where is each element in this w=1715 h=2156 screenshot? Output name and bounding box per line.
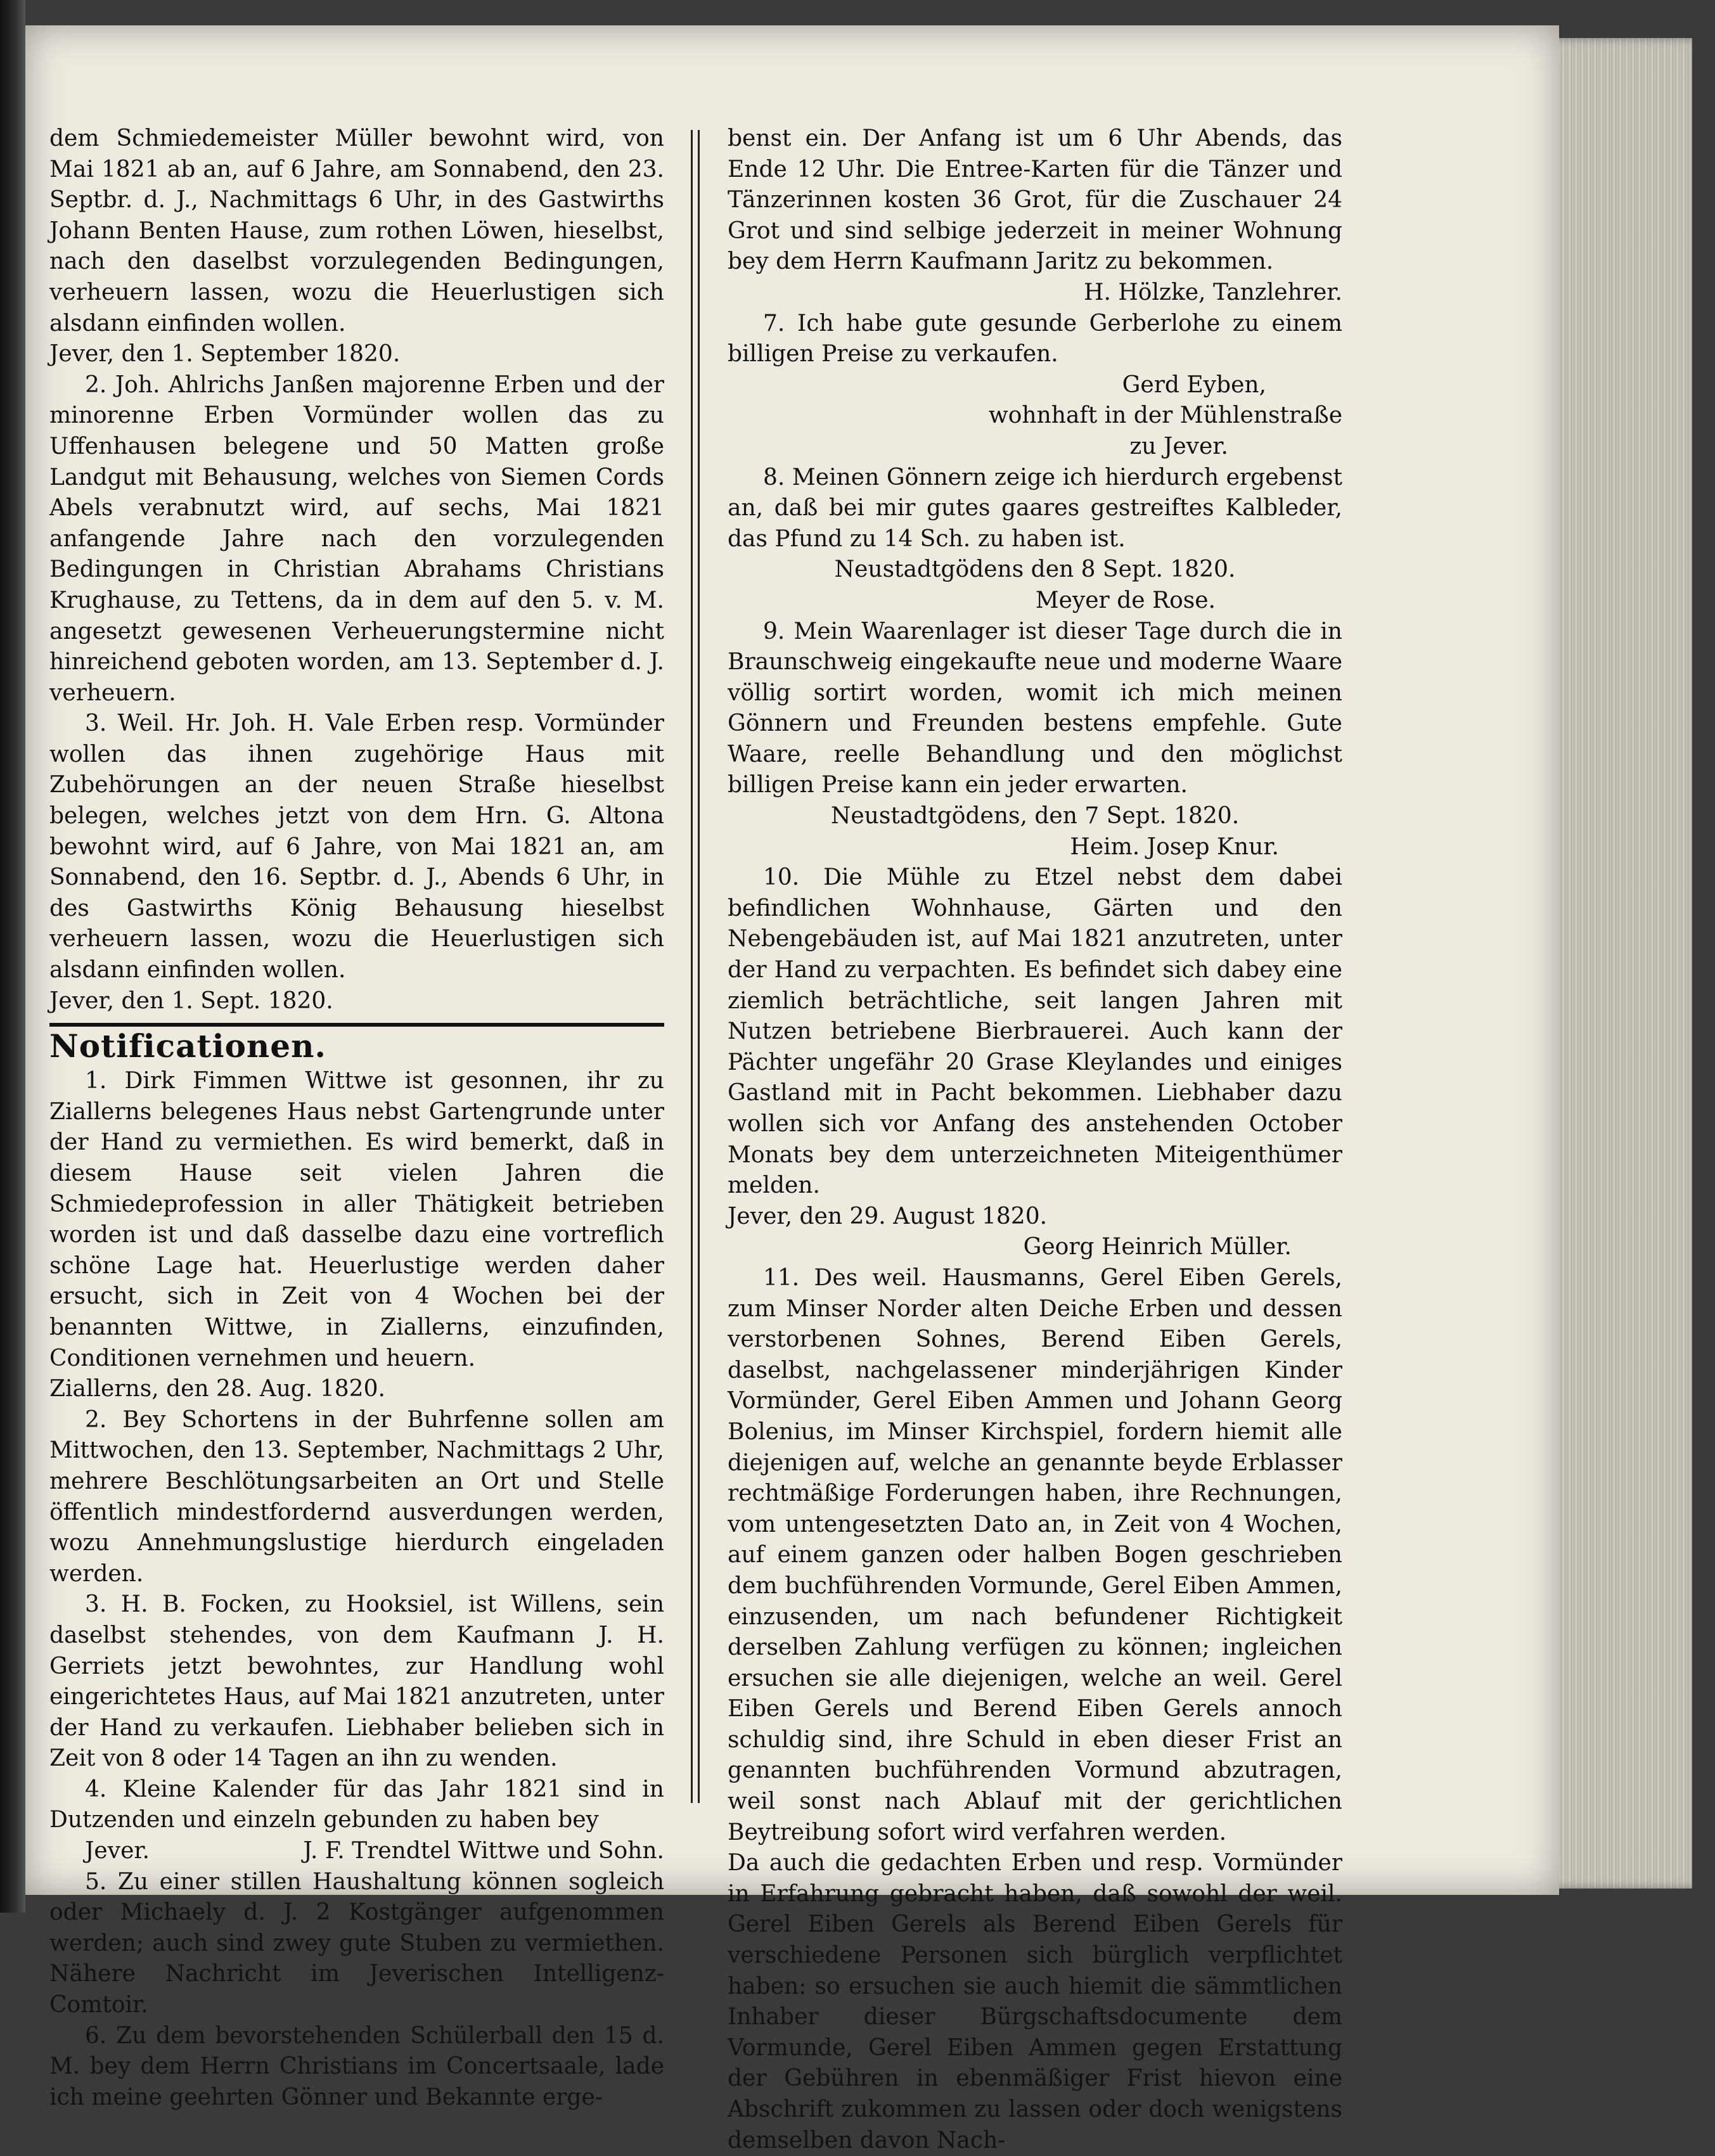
notice-7-signature-name: Gerd Eyben,: [1122, 371, 1266, 398]
item1-continuation: dem Schmiedemeister Müller bewohnt wird, von Mai 1821 ab an, auf 6 Jahre, am Sonnabend, den 23. Septbr. d. J., Nachmittags 6 Uhr, in des Gastwirths Johann Benten Hause, zum rothen Löwen, hieselbst, nach den daselbst vorzulegenden Bedingungen, verheuern lassen, wozu die Heuerlustigen sich alsdann einfinden wollen.: [49, 125, 664, 337]
notice-1-date: Ziallerns, den 28. Aug. 1820.: [49, 1376, 385, 1402]
notice-10-text: 10. Die Mühle zu Etzel nebst dem dabei befindlichen Wohnhause, Gärten und den Nebengebäuden ist, auf Mai 1821 anzutreten, unter der Hand zu verpachten. Es befindet sich dabey eine ziemlich beträchtliche, seit langen Jahren mit Nutzen betriebene Bierbrauerei. Auch kann der Pächter ungefähr 20 Grase Kleylandes und einiges Gastland mit in Pacht bekommen. Liebhaber dazu wollen sich vor Anfang des anstehenden October Monats bey dem unterzeichneten Miteigenthümer melden.: [728, 864, 1342, 1199]
notice-3-text: 3. H. B. Focken, zu Hooksiel, ist Willens, sein daselbst stehendes, von dem Kaufmann J. H. Gerriets jetzt bewohntes, zur Handlung wohl eingerichtetes Haus, auf Mai 1821 anzutreten, unter der Hand zu verkaufen. Liebhaber belieben sich in Zeit von 8 oder 14 Tagen an ihn zu wenden.: [49, 1591, 664, 1772]
left-column: [49, 124, 664, 2113]
item2-text: 2. Joh. Ahlrichs Janßen majorenne Erben und der minorenne Erben Vormünder wollen das zu Uffenhausen belegene und 50 Matten große Landgut mit Behausung, welches von Siemen Cords Abels verabnutzt wird, auf sechs, Mai 1821 anfangende Jahre nach den vorzulegenden Bedingungen in Christian Abrahams Christians Krughause, zu Tettens, da in dem auf den 5. v. M. angesetzt gewesenen Verheuerungstermine nicht hinreichend geboten worden, am 13. September d. J. verheuern.: [49, 371, 664, 706]
notice-9-date: Neustadtgödens, den 7 Sept. 1820.: [830, 803, 1240, 830]
notice-4-signature-row: [49, 1836, 664, 1867]
notice-5-text: 5. Zu einer stillen Haushaltung können sogleich oder Michaely d. J. 2 Kostgänger aufgenommen werden; auch sind zwey gute Stuben zu vermiethen. Nähere Nachricht im Jeverischen Intelligenz-Comtoir.: [49, 1868, 664, 2018]
notice-10-date: Jever, den 29. August 1820.: [728, 1203, 1048, 1229]
notice-1-text: 1. Dirk Fimmen Wittwe ist gesonnen, ihr zu Ziallerns belegenes Haus nebst Gartengrunde unter der Hand zu vermiethen. Es wird bemerkt, daß in diesem Hause seit vielen Jahren die Schmiedeprofession in aller Thätigkeit betrieben worden ist und daß dasselbe dazu eine vortreflich schöne Lage hat. Heuerlustige werden daher ersucht, sich in Zeit von 4 Wochen bei der benannten Wittwe, in Ziallerns, einzufinden, Conditionen vernehmen und heuern.: [49, 1068, 664, 1371]
item3-place-date: Jever, den 1. Sept. 1820.: [49, 987, 333, 1014]
notice-7-text: 7. Ich habe gute gesunde Gerberlohe zu einem billigen Preise zu verkaufen.: [728, 310, 1342, 368]
notice-7-signature-address: wohnhaft in der Mühlenstraße: [988, 402, 1342, 429]
notice-2-text: 2. Bey Schortens in der Buhrfenne sollen am Mittwochen, den 13. September, Nachmittags 2 Uhr, mehrere Beschlötungsarbeiten an Ort und Stelle öffentlich mindestfordernd ausverdungen werden, wozu Annehmungslustige hierdurch eingeladen werden.: [49, 1406, 664, 1587]
item1-place-date: Jever, den 1. September 1820.: [49, 341, 401, 368]
notice-6-signature: H. Hölzke, Tanzlehrer.: [1084, 279, 1342, 305]
notice-8-text: 8. Meinen Gönnern zeige ich hierdurch ergebenst an, daß bei mir gutes gaares gestreiftes Kalbleder, das Pfund zu 14 Sch. zu haben ist.: [728, 464, 1342, 552]
notice-4-place: Jever.: [85, 1838, 150, 1864]
notice-8-date: Neustadtgödens den 8 Sept. 1820.: [834, 556, 1236, 583]
notice-4-text: 4. Kleine Kalender für das Jahr 1821 sind in Dutzenden und einzeln gebunden zu haben bey: [49, 1776, 664, 1833]
notice-6-continuation: benst ein. Der Anfang ist um 6 Uhr Abends, das Ende 12 Uhr. Die Entree-Karten für die Tänzer und Tänzerinnen kosten 36 Grot, für die Zuschauer 24 Grot und sind selbige jederzeit in meiner Wohnung bey dem Herrn Kaufmann Jaritz zu bekommen.: [728, 125, 1342, 275]
notice-11-text: 11. Des weil. Hausmanns, Gerel Eiben Gerels, zum Minser Norder alten Deiche Erben und dessen verstorbenen Sohnes, Berend Eiben Gerels, daselbst, nachgelassener minderjährigen Kinder Vormünder, Gerel Eiben Ammen und Johann Georg Bolenius, im Minser Kirchspiel, fordern hiemit alle diejenigen auf, welche an genannte beyde Erblasser rechtmäßige Forderungen haben, ihre Rechnungen, vom untengesetzten Dato an, in Zeit von 4 Wochen, auf einem ganzen oder halben Bogen geschrieben dem buchführenden Vormunde, Gerel Eiben Ammen, einzusenden, um nach befundener Richtigkeit derselben Zahlung verfügen zu können; ingleichen ersuchen sie alle diejenigen, welche an weil. Gerel Eiben Gerels und Berend Eiben Gerels annoch schuldig sind, ihre Schuld in eben dieser Frist an genannten buchführenden Vormund abzutragen, weil sonst nach Ablauf mit der gerichtlichen Beytreibung sofort wird verfahren werden.: [728, 1264, 1342, 1845]
notice-9-text: 9. Mein Waarenlager ist dieser Tage durch die in Braunschweig eingekaufte neue und moderne Waare völlig sortirt worden, womit ich mich meinen Gönnern und Freunden bestens empfehle. Gute Waare, reelle Behandlung und den möglichst billigen Preise kann ein jeder erwarten.: [728, 618, 1342, 799]
book-spine-shadow: [0, 0, 25, 1913]
notice-10-signature: Georg Heinrich Müller.: [1023, 1234, 1292, 1261]
notice-4-signature: J. F. Trendtel Wittwe und Sohn.: [303, 1838, 664, 1864]
page-edges: [1546, 38, 1692, 1889]
item3-text: 3. Weil. Hr. Joh. H. Vale Erben resp. Vormünder wollen das ihnen zugehörige Haus mit Zubehörungen an der neuen Straße hieselbst belegen, welches jetzt von dem Hrn. G. Altona bewohnt wird, auf 6 Jahre, von Mai 1821 an, am Sonnabend, den 16. Septbr. d. J., Abends 6 Uhr, in des Gastwirths König Behausung hieselbst verheuern lassen, wozu die Heuerlustigen sich alsdann einfinden wollen.: [49, 710, 664, 984]
notice-7-signature-town: zu Jever.: [1129, 433, 1228, 459]
notice-6-text: 6. Zu dem bevorstehenden Schülerball den 15 d. M. bey dem Herrn Christians im Concertsaale, lade ich meine geehrten Gönner und Bekannte erge-: [49, 2022, 664, 2110]
notice-8-signature: Meyer de Rose.: [1035, 587, 1216, 613]
notice-9-signature: Heim. Josep Knur.: [1070, 833, 1279, 860]
notice-11-continuation: Da auch die gedachten Erben und resp. Vormünder in Erfahrung gebracht haben, daß sowohl der weil. Gerel Eiben Gerels als Berend Eiben Gerels für verschiedene Personen sich bürglich verpflichtet haben: so ersuchen sie auch hiemit die sämmtlichen Inhaber dieser Bürgschaftsdocumente dem Vormunde, Gerel Eiben Ammen gegen Erstattung der Gebühren in ebenmäßiger Frist hievon eine Abschrift zukommen zu lassen oder doch wenigstens demselben davon Nach-: [728, 1850, 1342, 2153]
section-heading: Notificationen.: [49, 1027, 326, 1065]
column-divider: [691, 130, 700, 1803]
right-column: [728, 124, 1342, 2156]
